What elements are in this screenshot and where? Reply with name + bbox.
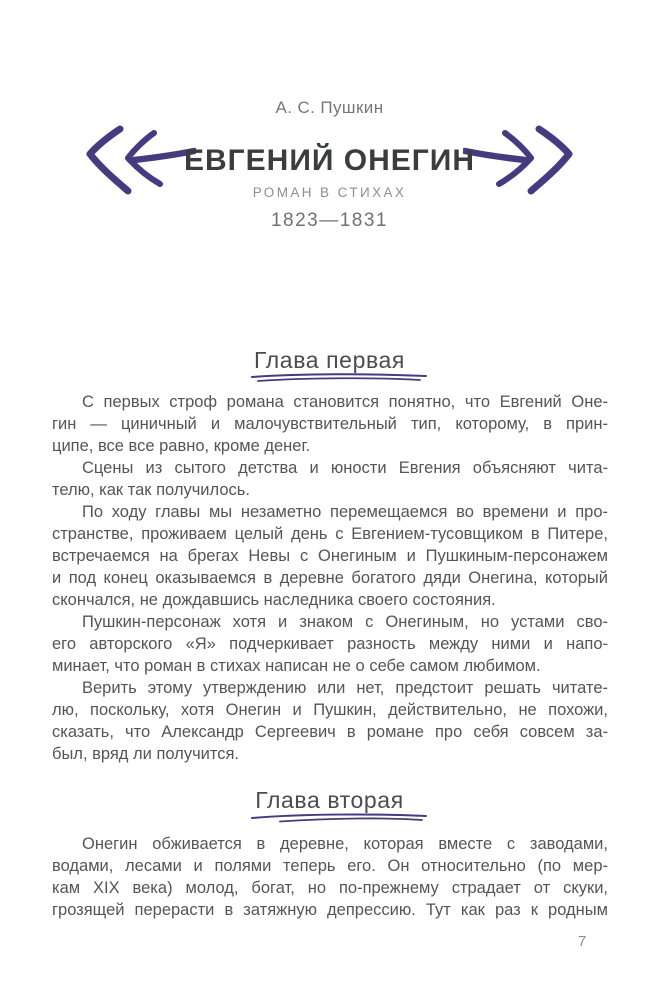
text-line: минает, что роман в стихах написан не о себе самом любимом.	[52, 657, 541, 675]
chapter-2-heading: Глава вторая	[255, 787, 404, 813]
text-line: и под конец оказываемся в деревне богатого дяди Онегина, который	[52, 569, 608, 587]
page-number: 7	[577, 933, 587, 950]
text-line: гин — циничный и малочувствительный тип, которому, в прин-	[52, 415, 608, 433]
paragraph	[52, 391, 608, 457]
text-line: По ходу главы мы незаметно перемещаемся во времени и про-	[82, 503, 608, 521]
chapter-1-text	[52, 391, 608, 765]
text-line: С первых строф романа становится понятно, что Евгений Оне-	[82, 393, 608, 411]
chapter-1-heading: Глава первая	[254, 347, 405, 373]
text-line: телю, как так получилось.	[52, 481, 250, 499]
chapter-2-section	[0, 786, 659, 921]
text-line: скончался, не дождавшись наследника своего состояния.	[52, 591, 496, 609]
text-line: ципе, все все равно, кроме денег.	[52, 437, 311, 455]
paragraph	[52, 833, 608, 921]
text-line: встречаемся на брегах Невы с Онегиным и Пушкиным-персонажем	[52, 547, 608, 565]
text-line: Сцены из сытого детства и юности Евгения объясняют чита-	[82, 459, 608, 477]
text-line: его авторского «Я» подчеркивает разность между ними и напо-	[52, 635, 608, 653]
text-line: лю, поскольку, хотя Онегин и Пушкин, действительно, не похожи,	[52, 701, 608, 719]
author-name: А. С. Пушкин	[275, 98, 384, 117]
heading-underline-icon	[250, 372, 428, 383]
paragraph	[52, 457, 608, 501]
text-line: Верить этому утверждению или нет, предстоит решать читате-	[82, 679, 608, 697]
text-line: водами, лесами и полями теперь его. Он относительно (по мер-	[52, 857, 608, 875]
composition-years: 1823—1831	[270, 210, 389, 231]
text-line: кам XIX века) молод, богат, но по-прежнему страдает от скуки,	[52, 879, 608, 897]
paragraph	[52, 677, 608, 765]
double-chevron-left-icon	[84, 125, 196, 197]
text-line: был, вряд ли получится.	[52, 745, 240, 763]
chapter-1-section	[0, 346, 659, 765]
book-title: ЕВГЕНИЙ ОНЕГИН	[183, 144, 476, 177]
double-chevron-right-icon	[463, 125, 575, 197]
chapter-2-text	[52, 833, 608, 921]
text-line: Пушкин-персонаж хотя и знаком с Онегиным, но устами сво-	[82, 613, 608, 631]
book-subtitle: РОМАН В СТИХАХ	[252, 185, 407, 200]
text-line: Онегин обживается в деревне, которая вместе с заводами,	[82, 835, 608, 853]
text-line: странстве, проживаем целый день с Евгением-тусовщиком в Питере,	[52, 525, 608, 543]
paragraph	[52, 611, 608, 677]
heading-underline-icon	[250, 812, 428, 823]
text-line: сказать, что Александр Сергеевич в романе про себя совсем за-	[52, 723, 608, 741]
paragraph	[52, 501, 608, 611]
text-line: грозящей перерасти в затяжную депрессию. Тут как раз к родным	[52, 901, 608, 919]
